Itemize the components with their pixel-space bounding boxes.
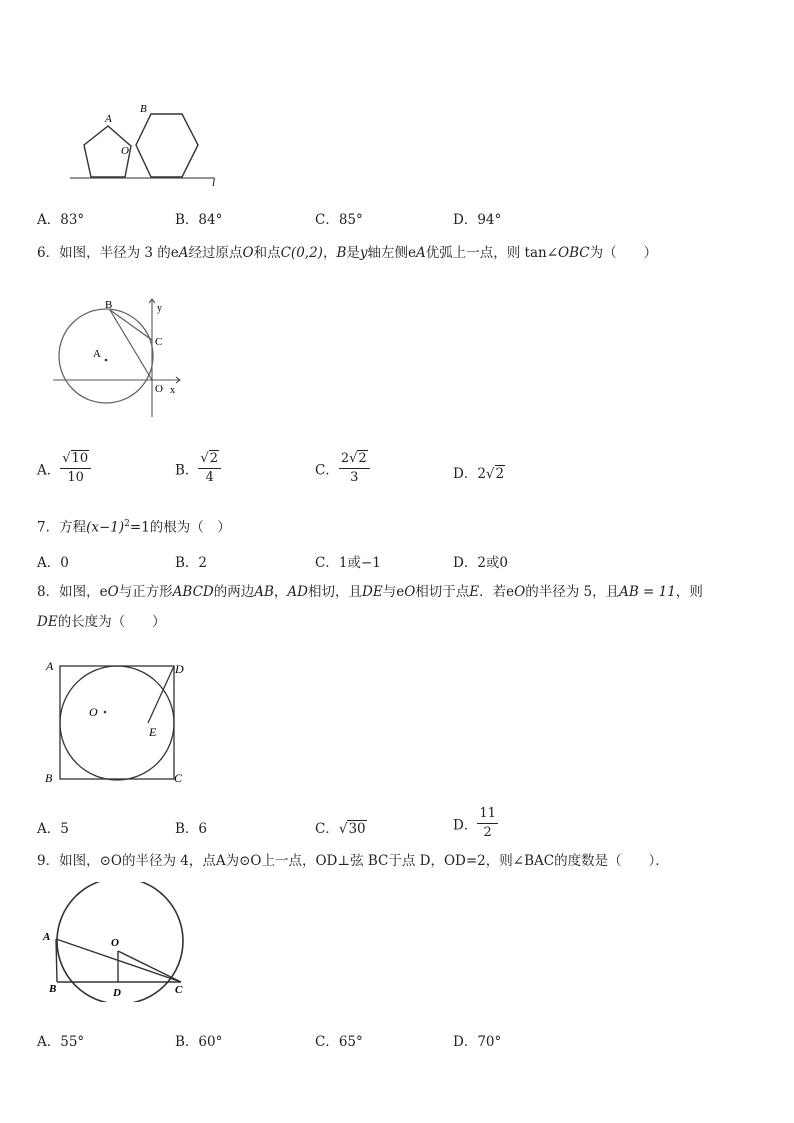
q6-option-c-label: C． [315,462,339,479]
q8-label-e: E [149,725,157,739]
q7-option-a[interactable]: A．0 [37,555,69,571]
q6-label-a: A [93,348,101,360]
q8-text: 与 [382,584,397,600]
q8-option-d-fraction [477,805,498,842]
q6-text: 为（ ） [589,245,658,261]
q8-label-a: A [46,659,54,673]
q8-text: ，则 [675,584,703,600]
q8-question-line2 [37,612,166,632]
q8-tangent-de [148,666,174,723]
q6-option-d-radicand: 2 [495,466,505,482]
q5-option-c[interactable]: C．85° [315,212,363,228]
q8-text: 的长度为（ ） [57,614,166,630]
q7-option-c[interactable]: C．1或−1 [315,555,381,571]
q5-hexagon [136,114,198,177]
q8-option-c-radicand: 30 [348,821,366,837]
q6-option-c-denominator: 3 [350,470,359,485]
q8-label-d: D [175,662,184,676]
q9-option-a[interactable]: A．55° [37,1034,85,1050]
q9-text: 如图，⊙O的半径为 4，点A为⊙O上一点，OD⊥弦 BC于点 D，OD=2，则∠BAC的度数是（ ）． [59,853,669,869]
q6-option-a-fraction: $\frac{√10}{10}$ [60,450,91,487]
q6-option-b-fraction: $\frac{√2}{4}$ [198,450,221,487]
q8-option-d-numerator: 11 [477,805,498,824]
q8-option-d[interactable] [453,805,498,842]
q9-segment-ab [56,939,57,982]
q6-circle-symbol: e [408,245,416,261]
q7-text: 方程 [59,519,87,536]
q9-label-a: A [43,931,51,943]
q6-circle-a [59,309,153,403]
q8-circle-o: O [107,584,119,600]
q5-label-l: l [212,177,216,189]
q8-number: 8． [37,584,60,600]
q6-option-a-numerator: 10 [71,451,89,466]
q7-number: 7． [37,519,60,536]
q7-expression-base: (x−1) [86,519,125,536]
q6-text: 优弧上一点，则 tan∠ [425,245,559,261]
q6-option-d[interactable]: D．2√2 [453,466,505,482]
q6-text: 轴左侧 [367,245,408,261]
q9-label-d: D [113,987,121,999]
q5-option-d[interactable]: D．94° [453,212,502,228]
q6-text: 如图，半径为 3 的 [59,245,171,261]
q7-question-text [37,514,231,538]
q8-circle-symbol: e [396,584,405,600]
q5-label-b: B [140,103,147,115]
q8-option-b[interactable]: B．6 [175,821,208,837]
q8-text: 与正方形 [118,584,173,600]
q6-number: 6． [37,245,60,261]
q6-option-a-label: A． [37,462,61,479]
q8-text: 如图， [59,584,100,600]
q6-label-x: x [170,385,175,396]
q6-text: ， [322,245,337,261]
q8-circle-symbol: e [99,584,108,600]
q5-option-a[interactable]: A．83° [37,212,85,228]
q6-option-d-label: D． [453,466,478,482]
q6-point-b: B [336,245,347,261]
q6-circle-name: A [416,245,426,261]
q6-point-o: O [242,245,254,261]
q6-option-a-denominator: 10 [67,470,84,485]
q6-option-b-label: B． [175,462,199,479]
q6-figure-circle-axes [48,292,188,432]
q6-option-c-fraction: $\frac{2√2}{3}$ [339,450,370,487]
q8-circle-symbol: e [506,584,515,600]
q8-label-o: O [89,705,98,719]
q5-label-a: A [105,113,112,125]
q8-circle-o: O [404,584,416,600]
q9-segment-oc [118,951,181,982]
q6-option-c-coef: 2 [340,451,350,466]
q9-figure-circle-chord [38,882,198,1002]
q9-option-d[interactable]: D．70° [453,1034,502,1050]
q8-square: ABCD [172,584,214,600]
q8-text: 相切于点 [415,584,470,600]
q9-label-c: C [175,984,183,996]
q8-label-c: C [174,771,183,785]
q9-label-o: O [111,937,119,949]
q7-expression-exponent: 2 [124,519,130,529]
q8-circle-o [60,666,174,780]
q8-option-d-label: D． [453,817,478,834]
q8-point-e: E [469,584,480,600]
q9-question-text [37,851,669,871]
q8-question-line1 [37,582,703,602]
q7-option-d[interactable]: D．2或0 [453,555,509,571]
q6-label-c: C [155,336,163,348]
q6-option-c-radicand: 2 [358,451,367,466]
q8-side-ad: AD [287,584,308,600]
q9-label-b: B [49,983,57,995]
q9-option-c[interactable]: C．65° [315,1034,363,1050]
q9-number: 9． [37,853,60,869]
q8-segment-de: DE [37,614,58,630]
q8-ab-value: AB = 11 [619,584,676,600]
q5-figure-pentagon-hexagon [60,95,230,195]
q8-option-a[interactable]: A．5 [37,821,69,837]
q8-option-c[interactable]: C．√30 [315,821,366,837]
q6-circle-symbol: e [170,245,179,261]
q7-text: =1的根为（ ） [129,519,231,536]
q8-text: ， [273,584,288,600]
q6-text: 和点 [253,245,281,261]
q7-option-b[interactable]: B．2 [175,555,208,571]
q6-option-b-denominator: 4 [205,470,214,485]
q5-label-o: O [121,145,129,157]
q9-option-b[interactable]: B．60° [175,1034,223,1050]
q6-option-b[interactable] [175,450,221,487]
q5-option-b[interactable]: B．84° [175,212,223,228]
q6-text: 是 [346,245,360,261]
q8-circle-o: O [514,584,526,600]
q6-option-b-numerator: 2 [209,451,218,466]
q6-option-c[interactable] [315,450,370,487]
q8-option-c-label: C． [315,821,339,837]
q6-label-y: y [157,303,162,314]
q6-point-c: C(0,2) [280,245,323,261]
q9-circle-o [57,882,183,1002]
q6-option-d-coef: 2 [477,466,486,482]
q8-figure-square-circle [38,656,198,791]
q6-text: 经过原点 [188,245,243,261]
q6-y-axis: y [359,245,368,261]
q8-option-d-denominator: 2 [483,825,492,840]
q6-option-a[interactable] [37,450,91,487]
q8-label-b: B [45,771,53,785]
q8-text: 的半径为 5，且 [525,584,620,600]
q8-text: 相切，且 [308,584,362,600]
q8-center-dot [104,711,107,714]
q8-segment-de: DE [362,584,383,600]
q6-center-dot [105,359,108,362]
q8-text: ．若 [479,584,507,600]
q6-label-o: O [155,383,163,395]
q6-angle: OBC [558,245,590,261]
q6-label-b: B [105,299,113,311]
q6-segment-bc [110,310,152,340]
q8-side-ab: AB [254,584,274,600]
q6-question-text [37,243,657,263]
q6-segment-bo [110,310,152,380]
q6-circle-name: A [178,245,189,261]
q8-text: 的两边 [213,584,255,600]
